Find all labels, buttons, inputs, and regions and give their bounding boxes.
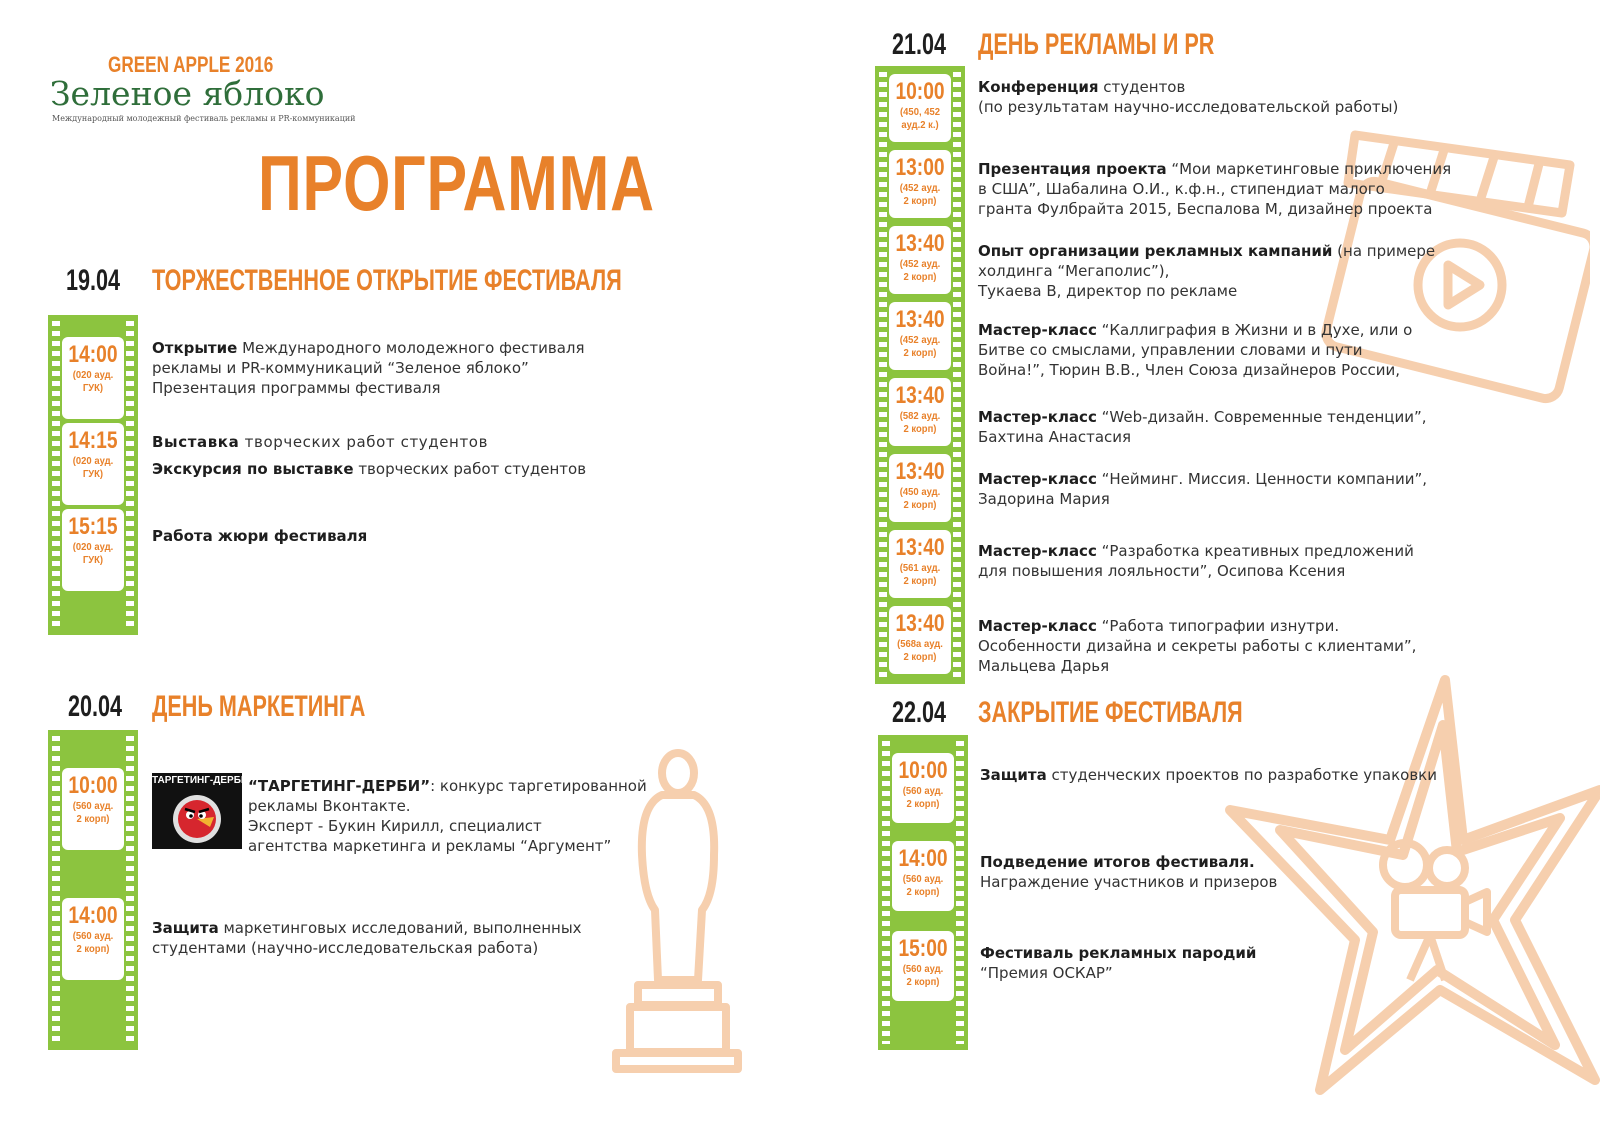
time-label: 10:00 [68, 772, 118, 799]
room-label: (560 ауд. [72, 800, 114, 812]
room-label: 2 корп) [903, 347, 937, 359]
time-label: 13:40 [895, 534, 945, 561]
room-label: (560 ауд. [902, 963, 944, 975]
time-label: 10:00 [898, 757, 948, 784]
film-strip-2004 [48, 730, 138, 1050]
room-label: ГУК) [82, 468, 104, 480]
room-label: (452 ауд. [899, 334, 941, 346]
event-item: Конференция студентов (по результатам научно-исследовательской работы) [978, 78, 1399, 116]
time-slot [62, 423, 124, 505]
event-item: Мастер-класс “Работа типографии изнутри. Особенности дизайна и секреты работы с клиентами”, Мальцева Дарья [978, 617, 1417, 675]
targeting-derby-image [152, 773, 249, 849]
room-label: (568а ауд. [897, 638, 943, 650]
event-item: Фестиваль рекламных пародий “Премия ОСКАР” [980, 944, 1257, 982]
time-label: 14:00 [898, 845, 948, 872]
event-item: Выставка творческих работ студентов [152, 433, 489, 451]
time-slot [889, 454, 951, 522]
room-label: 2 корп) [906, 886, 940, 898]
room-label: 2 корп) [76, 943, 110, 955]
room-label: (452 ауд. [899, 258, 941, 270]
brand-title: GREEN APPLE 2016 [108, 52, 274, 77]
event-item: Мастер-класс “Каллиграфия в Жизни и в Духе, или о Битве со смыслами, управлении словами и пути Война!”, Тюрин В.В., Член Союза дизайнеров России, [978, 321, 1413, 379]
room-label: ГУК) [82, 382, 104, 394]
room-label: (020 ауд. [72, 541, 114, 553]
room-label: 2 корп) [903, 499, 937, 511]
room-label: (560 ауд. [72, 930, 114, 942]
event-item: Мастер-класс “Нейминг. Миссия. Ценности компании”, Задорина Мария [978, 470, 1427, 508]
event-item: Защита студенческих проектов по разработке упаковки [980, 766, 1437, 784]
time-slot [62, 898, 124, 980]
film-strip-1904 [48, 315, 138, 635]
time-label: 15:15 [68, 513, 118, 540]
event-item: Мастер-класс “Web-дизайн. Современные тенденции”, Бахтина Анастасия [978, 408, 1427, 446]
time-slot [889, 606, 951, 674]
room-label: (452 ауд. [899, 182, 941, 194]
room-label: 2 корп) [906, 798, 940, 810]
page-title: ПРОГРАММА [258, 139, 655, 227]
event-item: Открытие Международного молодежного фестиваля рекламы и PR-коммуникаций “Зеленое яблоко” Презентация программы фестиваля [152, 339, 585, 397]
event-item: “ТАРГЕТИНГ-ДЕРБИ”: конкурс таргетированной рекламы Вконтакте. Эксперт - Букин Кирилл, специалист агентства маркетинга и рекламы “Аргумент” [248, 777, 647, 855]
time-label: 13:40 [895, 458, 945, 485]
time-slot [889, 302, 951, 370]
room-label: 2 корп) [903, 651, 937, 663]
time-slot [889, 150, 951, 218]
time-label: 13:40 [895, 230, 945, 257]
time-label: 15:00 [898, 935, 948, 962]
event-item: Мастер-класс “Разработка креативных предложений для повышения лояльности”, Осипова Ксения [978, 542, 1414, 580]
room-label: (020 ауд. [72, 369, 114, 381]
time-slot [892, 931, 954, 1001]
room-label: 2 корп) [903, 575, 937, 587]
time-label: 14:15 [68, 427, 118, 454]
room-label: (582 ауд. [899, 410, 941, 422]
time-slot [892, 753, 954, 823]
film-strip-2104 [875, 66, 965, 684]
time-label: 13:40 [895, 610, 945, 637]
event-item: Презентация проекта “Мои маркетинговые приключения в США”, Шабалина О.И., к.ф.н., стипендиат малого гранта Фулбрайта 2015, Беспалова М, дизайнер проекта [978, 160, 1452, 218]
room-label: 2 корп) [903, 423, 937, 435]
time-slot [889, 226, 951, 294]
room-label: 2 корп) [76, 813, 110, 825]
time-label: 13:40 [895, 382, 945, 409]
room-label: (560 ауд. [902, 873, 944, 885]
time-slot [892, 841, 954, 911]
room-label: (450, 452 [900, 106, 940, 118]
brand-name: Зеленое яблоко [50, 74, 325, 113]
event-item: Экскурсия по выставке творческих работ студентов [152, 460, 587, 478]
day-title-2004: ДЕНЬ МАРКЕТИНГА [152, 690, 366, 723]
event-item: Опыт организации рекламных кампаний (на примере холдинга “Мегаполис”), Тукаева В, директор по рекламе [978, 242, 1436, 300]
time-slot [889, 74, 951, 142]
room-label: ауд.2 к.) [901, 119, 939, 131]
time-slot [62, 337, 124, 419]
event-item: Подведение итогов фестиваля. Награждение участников и призеров [980, 853, 1278, 891]
room-label: 2 корп) [906, 976, 940, 988]
room-label: ГУК) [82, 554, 104, 566]
brand-subtitle: Международный молодежный фестиваль рекламы и PR-коммуникаций [52, 114, 356, 123]
day-title-1904: ТОРЖЕСТВЕННОЕ ОТКРЫТИЕ ФЕСТИВАЛЯ [152, 264, 622, 297]
room-label: (560 ауд. [902, 785, 944, 797]
film-strip-2204 [878, 735, 968, 1050]
time-label: 13:00 [895, 154, 945, 181]
time-slot [62, 509, 124, 591]
time-label: 14:00 [68, 341, 118, 368]
event-item: Работа жюри фестиваля [152, 527, 368, 545]
room-label: 2 корп) [903, 195, 937, 207]
event-item: Защита маркетинговых исследований, выполненных студентами (научно-исследовательская работа) [152, 919, 582, 957]
room-label: 2 корп) [903, 271, 937, 283]
time-label: 10:00 [895, 78, 945, 105]
day-date-2204: 22.04 [892, 696, 947, 729]
time-slot [62, 768, 124, 850]
time-slot [889, 378, 951, 446]
time-label: 13:40 [895, 306, 945, 333]
time-label: 14:00 [68, 902, 118, 929]
day-title-2104: ДЕНЬ РЕКЛАМЫ И PR [978, 28, 1215, 61]
day-title-2204: ЗАКРЫТИЕ ФЕСТИВАЛЯ [978, 696, 1243, 729]
room-label: (020 ауд. [72, 455, 114, 467]
image-caption: ТАРГЕТИНГ-ДЕРБИ [152, 775, 249, 786]
day-date-2004: 20.04 [68, 690, 123, 723]
room-label: (450 ауд. [899, 486, 941, 498]
star-icon [1225, 670, 1600, 1100]
angry-bird-icon [152, 773, 249, 849]
room-label: (561 ауд. [899, 562, 941, 574]
time-slot [889, 530, 951, 598]
day-date-1904: 19.04 [66, 264, 121, 297]
day-date-2104: 21.04 [892, 28, 947, 61]
